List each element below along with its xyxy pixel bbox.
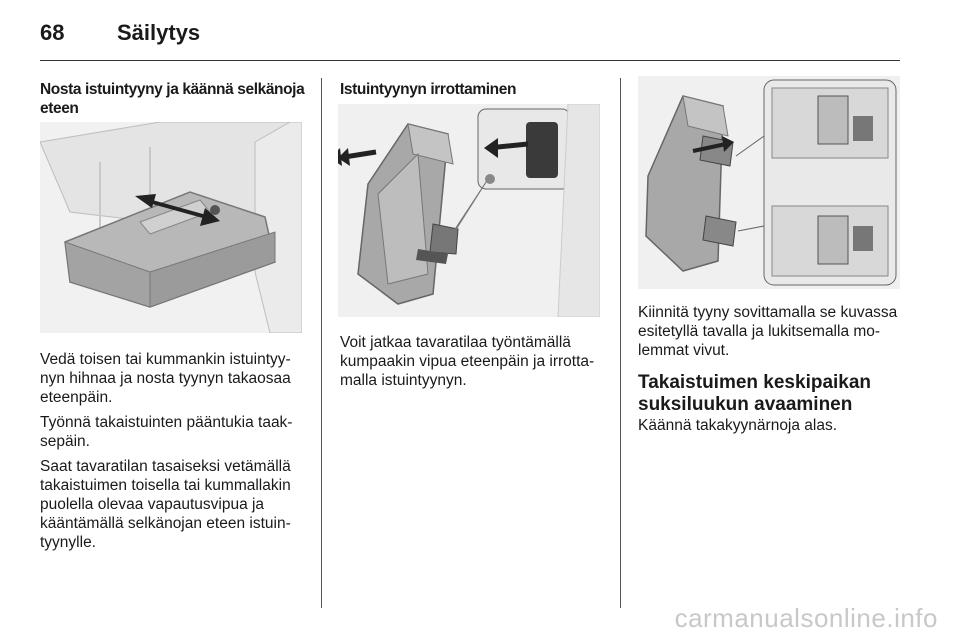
col3-p1-line1: Kiinnitä tyyny sovittamalla se kuvassa bbox=[638, 304, 898, 321]
col1-p2-line1: Työnnä takaistuinten pääntukia taak- bbox=[40, 414, 293, 431]
watermark: carmanualsonline.info bbox=[674, 603, 938, 633]
col1-p1-line1: Vedä toisen tai kummankin istuintyy- bbox=[40, 351, 291, 368]
col1-p3-line4: kääntämällä selkänojan eteen istuin- bbox=[40, 515, 291, 532]
col3-text bbox=[638, 303, 900, 441]
col2-heading bbox=[340, 80, 610, 99]
figure-seat-cushion bbox=[40, 122, 302, 333]
col1-heading bbox=[40, 80, 315, 118]
col3-heading-line2: suksiluukun avaaminen bbox=[638, 394, 853, 415]
col3-paragraph-1 bbox=[638, 303, 900, 360]
col1-text bbox=[40, 350, 315, 558]
col1-p3-line1: Saat tavaratilan tasaiseksi vetämällä bbox=[40, 458, 291, 475]
column-divider-2 bbox=[620, 78, 621, 608]
col1-paragraph-1 bbox=[40, 350, 315, 407]
col2-paragraph-1 bbox=[340, 333, 612, 390]
col1-p2-line2: sepäin. bbox=[40, 433, 90, 450]
page-number: 68 bbox=[40, 20, 65, 45]
column-divider-1 bbox=[321, 78, 322, 608]
col3-p1-line2: esitetyllä tavalla ja lukitsemalla mo- bbox=[638, 323, 881, 340]
col1-p1-line3: eteenpäin. bbox=[40, 389, 113, 406]
figure-cushion-attach bbox=[638, 76, 900, 289]
header-rule bbox=[40, 60, 900, 61]
col1-p3-line2: takaistuimen toisella tai kummallakin bbox=[40, 477, 291, 494]
col2-p1-line2: kumpaakin vipua eteenpäin ja irrotta- bbox=[340, 353, 595, 370]
col1-paragraph-3 bbox=[40, 457, 315, 552]
col1-paragraph-2 bbox=[40, 413, 315, 451]
col2-heading-text: Istuintyynyn irrottaminen bbox=[340, 81, 517, 98]
col1-p1-line2: nyn hihnaa ja nosta tyynyn takaosaa bbox=[40, 370, 291, 387]
col1-p3-line5: tyynylle. bbox=[40, 534, 96, 551]
col1-heading-line2: eteen bbox=[40, 100, 79, 117]
col2-p1-line3: malla istuintyynyn. bbox=[340, 372, 467, 389]
col3-p1-line3: lemmat vivut. bbox=[638, 342, 730, 359]
col3-paragraph-2: Käännä takakyynärnoja alas. bbox=[638, 417, 838, 434]
col2-p1-line1: Voit jatkaa tavaratilaa työntämällä bbox=[340, 334, 571, 351]
col1-heading-line1: Nosta istuintyyny ja käännä selkänoja bbox=[40, 81, 305, 98]
figure-cushion-removal bbox=[338, 104, 600, 317]
page-title: Säilytys bbox=[117, 20, 201, 45]
col1-p3-line3: puolella olevaa vapautusvipua ja bbox=[40, 496, 265, 513]
col3-heading-line1: Takaistuimen keskipaikan bbox=[638, 372, 872, 393]
col2-text bbox=[340, 333, 612, 396]
